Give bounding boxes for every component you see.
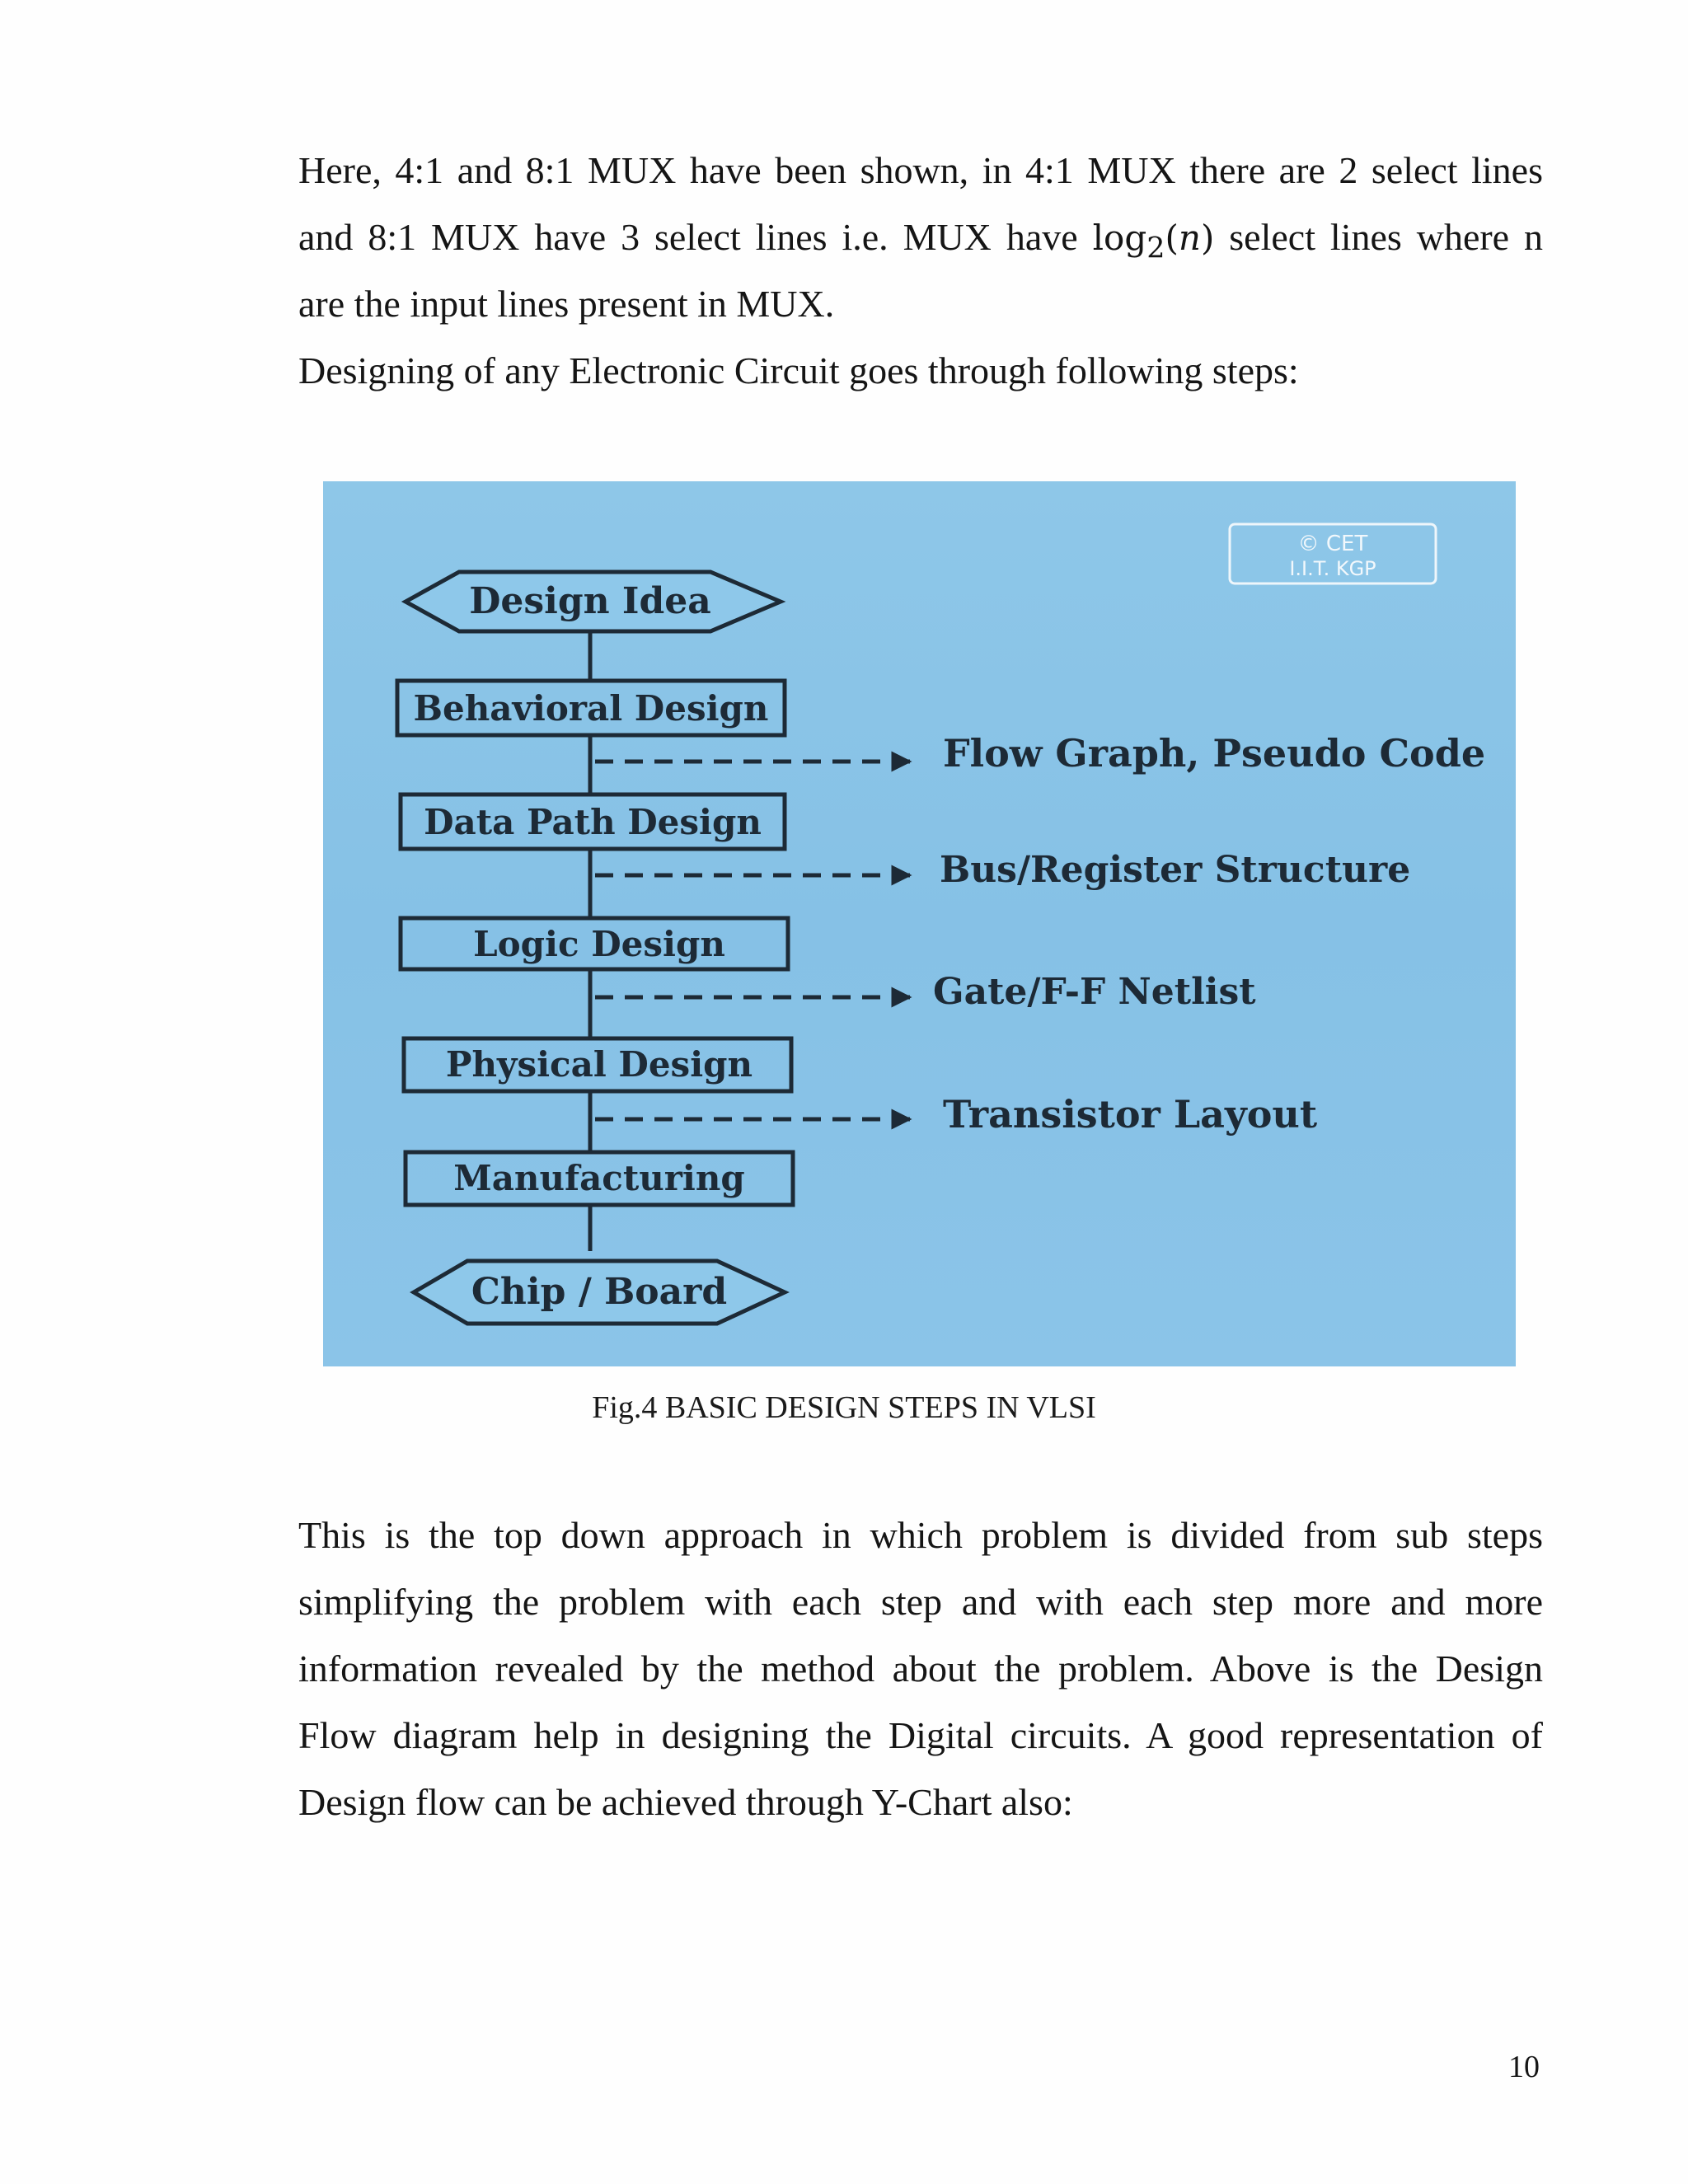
intro-line-3: are the input lines present in MUX. [298, 283, 835, 325]
body-line-5: Design flow can be achieved through Y-Chart also: [298, 1781, 1073, 1823]
step-data-path-design [401, 794, 785, 849]
svg-text:Data Path Design: Data Path Design [424, 802, 762, 842]
figure-caption: Fig.4 BASIC DESIGN STEPS IN VLSI [592, 1390, 1096, 1425]
svg-text:Manufacturing: Manufacturing [453, 1158, 745, 1198]
design-flow-diagram [323, 481, 1516, 1366]
body-line-1: This is the top down approach in which problem is divided from sub steps [298, 1514, 1543, 1556]
output-gate-netlist: Gate/F-F Netlist [933, 971, 1256, 1013]
intro-line-4: Designing of any Electronic Circuit goes through following steps: [298, 349, 1299, 391]
body-paragraph [298, 1502, 1543, 1769]
svg-text:I.I.T. KGP: I.I.T. KGP [1289, 557, 1376, 580]
svg-text:© CET: © CET [1297, 532, 1368, 556]
svg-text:Behavioral Design: Behavioral Design [413, 688, 769, 729]
body-line-4: Flow diagram help in designing the Digital circuits. A good representation of [298, 1714, 1543, 1756]
step-manufacturing [406, 1152, 793, 1205]
intro-line-1: Here, 4:1 and 8:1 MUX have been shown, in 4:1 MUX there are 2 select lines [298, 149, 1543, 191]
svg-text:Chip / Board: Chip / Board [471, 1271, 728, 1313]
body-line-2: simplifying the problem with each step and with each step more and more [298, 1581, 1543, 1623]
svg-text:Logic Design: Logic Design [473, 924, 725, 964]
svg-text:Physical Design: Physical Design [445, 1044, 753, 1085]
step-logic-design [401, 918, 788, 969]
output-flow-graph: Flow Graph, Pseudo Code [943, 731, 1486, 776]
log-formula: $\log_2(n)$ [1092, 218, 1215, 265]
intro-line-2: and 8:1 MUX have 3 select lines i.e. MUX have $\log_2(n)$ select lines where n [298, 216, 1544, 265]
output-transistor-layout: Transistor Layout [943, 1092, 1318, 1137]
body-line-3: information revealed by the method about the problem. Above is the Design [298, 1647, 1543, 1690]
cet-watermark [1230, 524, 1436, 583]
vlsi-design-flow-figure [323, 481, 1516, 1366]
start-node-design-idea [406, 572, 781, 631]
end-node-chip-board [414, 1261, 785, 1324]
page-number: 10 [1508, 2050, 1540, 2084]
body-paragraph-end [298, 1769, 1543, 1835]
step-physical-design [404, 1038, 791, 1091]
intro-paragraph [298, 137, 1543, 282]
svg-text:Design Idea: Design Idea [469, 580, 711, 622]
step-behavioral-design [397, 681, 785, 735]
intro-paragraph-end [298, 270, 1543, 404]
output-bus-register: Bus/Register Structure [940, 849, 1411, 891]
